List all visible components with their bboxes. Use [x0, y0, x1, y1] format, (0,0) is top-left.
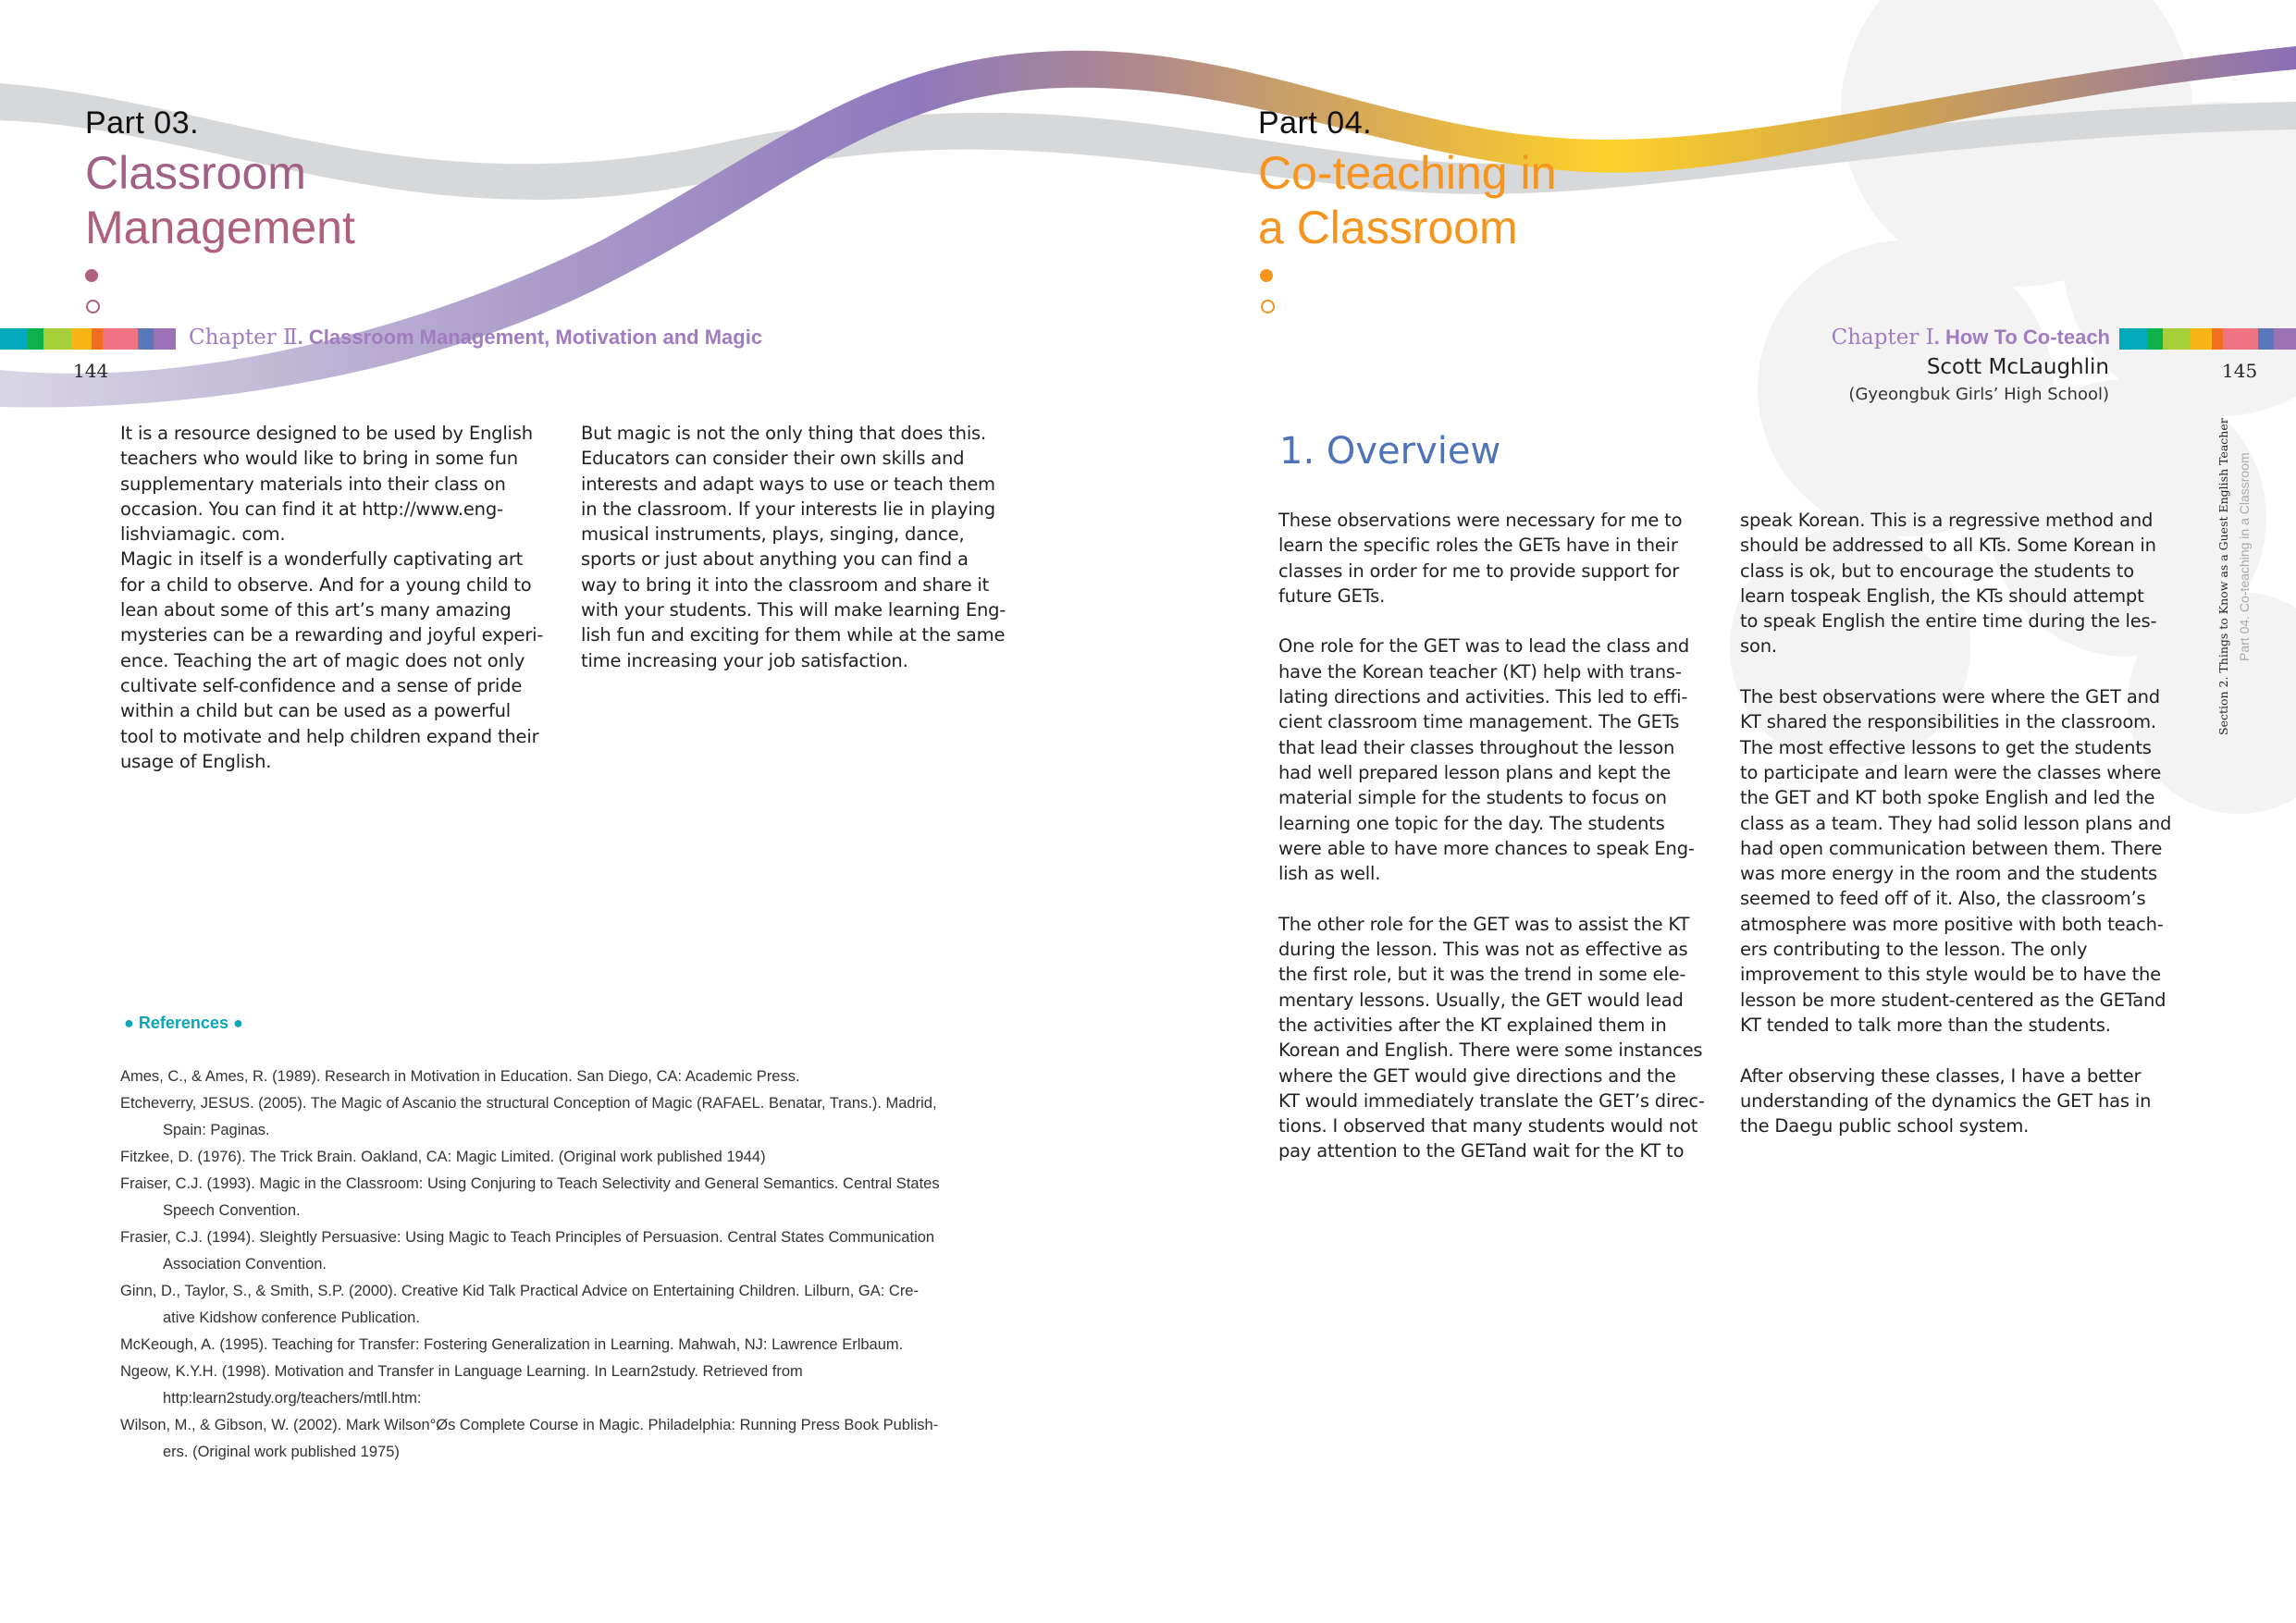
chapter-number: Chapter Ⅱ: [189, 326, 298, 350]
body-column: [1278, 508, 1722, 1164]
text-line: tions. I observed that many students would not: [1278, 1115, 1698, 1137]
color-swatch: [2163, 328, 2191, 350]
running-part-title: Part 04. Co-teaching in a Classroom: [2237, 452, 2252, 661]
text-line: the GET and KT both spoke English and led the: [1740, 787, 2155, 809]
text-line: pay attention to the GETand wait for the KT to: [1278, 1140, 1685, 1162]
text-line: cient classroom time management. The GETs: [1278, 711, 1680, 733]
color-swatch: [103, 328, 138, 350]
text-line: the Daegu public school system.: [1740, 1115, 2030, 1137]
text-line: for a child to observe. And for a young child to: [120, 573, 532, 596]
bullet-dot-icon: [1260, 269, 1273, 282]
color-swatch: [2119, 328, 2147, 350]
color-swatch: [154, 328, 176, 350]
reference-entry: [120, 1090, 940, 1144]
text-line: One role for the GET was to lead the class and: [1278, 635, 1690, 658]
text-line: mysteries can be a rewarding and joyful experi-: [120, 624, 544, 646]
paragraph: [581, 421, 1025, 673]
color-swatch: [2212, 328, 2223, 350]
reference-line: http:learn2study.org/teachers/mtll.htm:: [163, 1390, 422, 1407]
text-line: that lead their classes throughout the lesson: [1278, 736, 1675, 758]
reference-entry: [120, 1144, 940, 1171]
author-affiliation: (Gyeongbuk Girls’ High School): [1848, 385, 2109, 404]
text-line: had open communication between them. There: [1740, 837, 2163, 859]
chapter-heading: [1832, 326, 2110, 350]
references-heading: ● References ●: [124, 1014, 243, 1032]
reference-entry: [120, 1224, 940, 1278]
text-line: ence. Teaching the art of magic does not only: [120, 649, 525, 671]
chapter-heading: [189, 326, 762, 350]
text-line: improvement to this style would be to have the: [1740, 964, 2161, 986]
section-heading: 1. Overview: [1279, 430, 1501, 473]
text-line: lean about some of this art’s many amazing: [120, 599, 512, 621]
chapter-number: Chapter Ⅰ: [1831, 326, 1934, 350]
text-line: lish fun and exciting for them while at the same: [581, 624, 1006, 646]
text-line: The most effective lessons to get the students: [1740, 736, 2152, 758]
reference-line: Ginn, D., Taylor, S., & Smith, S.P. (2000). Creative Kid Talk Practical Advice on Entertaining Children. Lilburn, GA: Cre-: [120, 1283, 919, 1299]
color-swatch: [43, 328, 71, 350]
text-line: classes in order for me to provide support for: [1278, 559, 1680, 582]
text-line: understanding of the dynamics the GET has in: [1740, 1089, 2152, 1112]
reference-line: Wilson, M., & Gibson, W. (2002). Mark Wilson°Øs Complete Course in Magic. Philadelphia: Running Press Book Publish-: [120, 1417, 939, 1433]
reference-line: McKeough, A. (1995). Teaching for Transfer: Fostering Generalization in Learning. Mahwah, NJ: Lawrence Erlbaum.: [120, 1336, 904, 1353]
paragraph: [1740, 684, 2184, 1038]
text-line: interests and adapt ways to use or teach them: [581, 473, 995, 495]
chapter-title: . How To Co-teach: [1933, 326, 2110, 349]
text-line: should be addressed to all KTs. Some Korean in: [1740, 535, 2156, 557]
paragraph: [1740, 508, 2184, 659]
color-swatch: [71, 328, 92, 350]
text-line: class as a team. They had solid lesson plans and: [1740, 812, 2172, 834]
text-line: lishviamagic. com.: [120, 523, 286, 546]
text-line: tool to motivate and help children expand their: [120, 725, 539, 747]
text-line: class is ok, but to encourage the students to: [1740, 559, 2134, 582]
text-line: It is a resource designed to be used by English: [120, 423, 533, 444]
text-line: during the lesson. This was not as effective as: [1278, 939, 1688, 961]
reference-entry: [120, 1332, 940, 1359]
text-line: teachers who would like to bring in some fun: [120, 448, 518, 470]
reference-line: ers. (Original work published 1975): [163, 1444, 400, 1460]
text-line: KT shared the responsibilities in the classroom.: [1740, 711, 2156, 733]
text-line: had well prepared lesson plans and kept the: [1278, 761, 1672, 783]
part-label: Part 04.: [1258, 105, 1373, 141]
text-line: sports or just about anything you can find a: [581, 548, 969, 571]
text-line: to participate and learn were the classes where: [1740, 761, 2162, 783]
text-line: Korean and English. There were some instances: [1278, 1039, 1703, 1062]
paragraph: [1278, 912, 1722, 1164]
reference-line: ative Kidshow conference Publication.: [163, 1309, 420, 1326]
color-swatch: [2258, 328, 2274, 350]
page-number: 145: [2222, 360, 2258, 382]
text-line: speak Korean. This is a regressive method and: [1740, 510, 2154, 531]
text-line: son.: [1740, 635, 1777, 658]
paragraph: [1278, 508, 1722, 609]
text-line: Magic in itself is a wonderfully captivating art: [120, 548, 524, 571]
text-line: These observations were necessary for me to: [1278, 510, 1683, 531]
references-heading-label: References: [138, 1014, 228, 1032]
text-line: learning one topic for the day. The students: [1278, 812, 1665, 834]
part-title-line1: Classroom: [85, 147, 306, 199]
reference-line: Frasier, C.J. (1994). Sleightly Persuasive: Using Magic to Teach Principles of Persuasion. Central States Communication: [120, 1229, 935, 1246]
color-swatch: [138, 328, 154, 350]
references-list: [120, 1064, 940, 1466]
reference-line: Fitzkee, D. (1976). The Trick Brain. Oakland, CA: Magic Limited. (Original work published 1944): [120, 1149, 766, 1165]
reference-entry: [120, 1412, 940, 1466]
text-line: lating directions and activities. This led to effi-: [1278, 686, 1688, 708]
running-section-title: Section 2. Things to Know as a Guest English Teacher: [2216, 418, 2230, 735]
text-line: the first role, but it was the trend in some ele-: [1278, 964, 1686, 986]
text-line: was more energy in the room and the students: [1740, 863, 2157, 885]
text-line: The other role for the GET was to assist the KT: [1278, 913, 1690, 935]
text-line: musical instruments, plays, singing, dance,: [581, 523, 965, 546]
part-title-line2: Management: [85, 202, 355, 253]
body-column: [1740, 508, 2184, 1138]
author-name: Scott McLaughlin: [1926, 355, 2109, 379]
text-line: lish as well.: [1278, 863, 1381, 885]
reference-line: Fraiser, C.J. (1993). Magic in the Classroom: Using Conjuring to Teach Selectivity and General Semantics. Central States: [120, 1175, 940, 1192]
text-line: have the Korean teacher (KT) help with trans-: [1278, 660, 1682, 682]
color-bar: [0, 328, 176, 350]
text-line: to speak English the entire time during the les-: [1740, 610, 2157, 633]
color-swatch: [92, 328, 103, 350]
text-line: time increasing your job satisfaction.: [581, 649, 908, 671]
color-swatch: [28, 328, 43, 350]
text-line: The best observations were where the GET and: [1740, 686, 2160, 708]
text-line: usage of English.: [120, 750, 272, 772]
bullet-dot-icon: [85, 269, 98, 282]
body-column: [581, 421, 1025, 673]
part-title-line1: Co-teaching in: [1258, 147, 1557, 199]
bullet-ring-icon: [1261, 300, 1275, 314]
text-line: future GETs.: [1278, 584, 1386, 607]
color-swatch: [2147, 328, 2163, 350]
reference-line: Etcheverry, JESUS. (2005). The Magic of Ascanio the structural Conception of Magic (RAFAEL. Benatar, Trans.). Madrid,: [120, 1095, 937, 1112]
body-column: [120, 421, 564, 774]
reference-line: Ames, C., & Ames, R. (1989). Research in Motivation in Education. San Diego, CA: Academic Press.: [120, 1068, 800, 1085]
text-line: the activities after the KT explained them in: [1278, 1014, 1667, 1036]
paragraph: [120, 421, 564, 774]
text-line: supplementary materials into their class on: [120, 473, 506, 495]
paragraph: [1278, 633, 1722, 886]
reference-line: Association Convention.: [163, 1256, 327, 1273]
reference-line: Speech Convention.: [163, 1202, 301, 1219]
text-line: atmosphere was more positive with both teach-: [1740, 913, 2164, 935]
text-line: KT would immediately translate the GET’s direc-: [1278, 1089, 1705, 1112]
color-swatch: [2191, 328, 2211, 350]
reference-line: Spain: Paginas.: [163, 1122, 270, 1138]
text-line: Educators can consider their own skills and: [581, 448, 965, 470]
text-line: were able to have more chances to speak Eng-: [1278, 837, 1695, 859]
reference-entry: [120, 1359, 940, 1412]
text-line: After observing these classes, I have a better: [1740, 1064, 2142, 1087]
text-line: with your students. This will make learning Eng-: [581, 599, 1006, 621]
text-line: lesson be more student-centered as the GETand: [1740, 989, 2166, 1011]
bullet-ring-icon: [86, 300, 100, 314]
paragraph: [1740, 1064, 2184, 1139]
text-line: KT tended to talk more than the students.: [1740, 1014, 2111, 1036]
text-line: learn tospeak English, the KTs should attempt: [1740, 584, 2144, 607]
text-line: way to bring it into the classroom and share it: [581, 573, 990, 596]
text-line: But magic is not the only thing that does this.: [581, 423, 986, 444]
reference-line: Ngeow, K.Y.H. (1998). Motivation and Transfer in Language Learning. In Learn2study. Retrieved from: [120, 1363, 803, 1380]
text-line: seemed to feed off of it. Also, the classroom’s: [1740, 888, 2146, 910]
text-line: cultivate self-confidence and a sense of pride: [120, 674, 523, 696]
color-swatch: [2223, 328, 2258, 350]
color-swatch: [2274, 328, 2296, 350]
page-number: 144: [73, 360, 109, 382]
text-line: where the GET would give directions and the: [1278, 1064, 1676, 1087]
reference-entry: [120, 1064, 940, 1090]
text-line: ers contributing to the lesson. The only: [1740, 939, 2088, 961]
text-line: occasion. You can find it at http://www.eng-: [120, 498, 503, 520]
text-line: learn the specific roles the GETs have in their: [1278, 535, 1678, 557]
text-line: mentary lessons. Usually, the GET would lead: [1278, 989, 1684, 1011]
color-swatch: [0, 328, 28, 350]
part-title-line2: a Classroom: [1258, 202, 1518, 253]
reference-entry: [120, 1171, 940, 1224]
text-line: material simple for the students to focus on: [1278, 787, 1667, 809]
color-bar: [2119, 328, 2296, 350]
chapter-title: . Classroom Management, Motivation and Magic: [297, 326, 763, 349]
text-line: in the classroom. If your interests lie in playing: [581, 498, 995, 520]
text-line: within a child but can be used as a powerful: [120, 700, 512, 722]
reference-entry: [120, 1278, 940, 1332]
part-label: Part 03.: [85, 105, 200, 141]
